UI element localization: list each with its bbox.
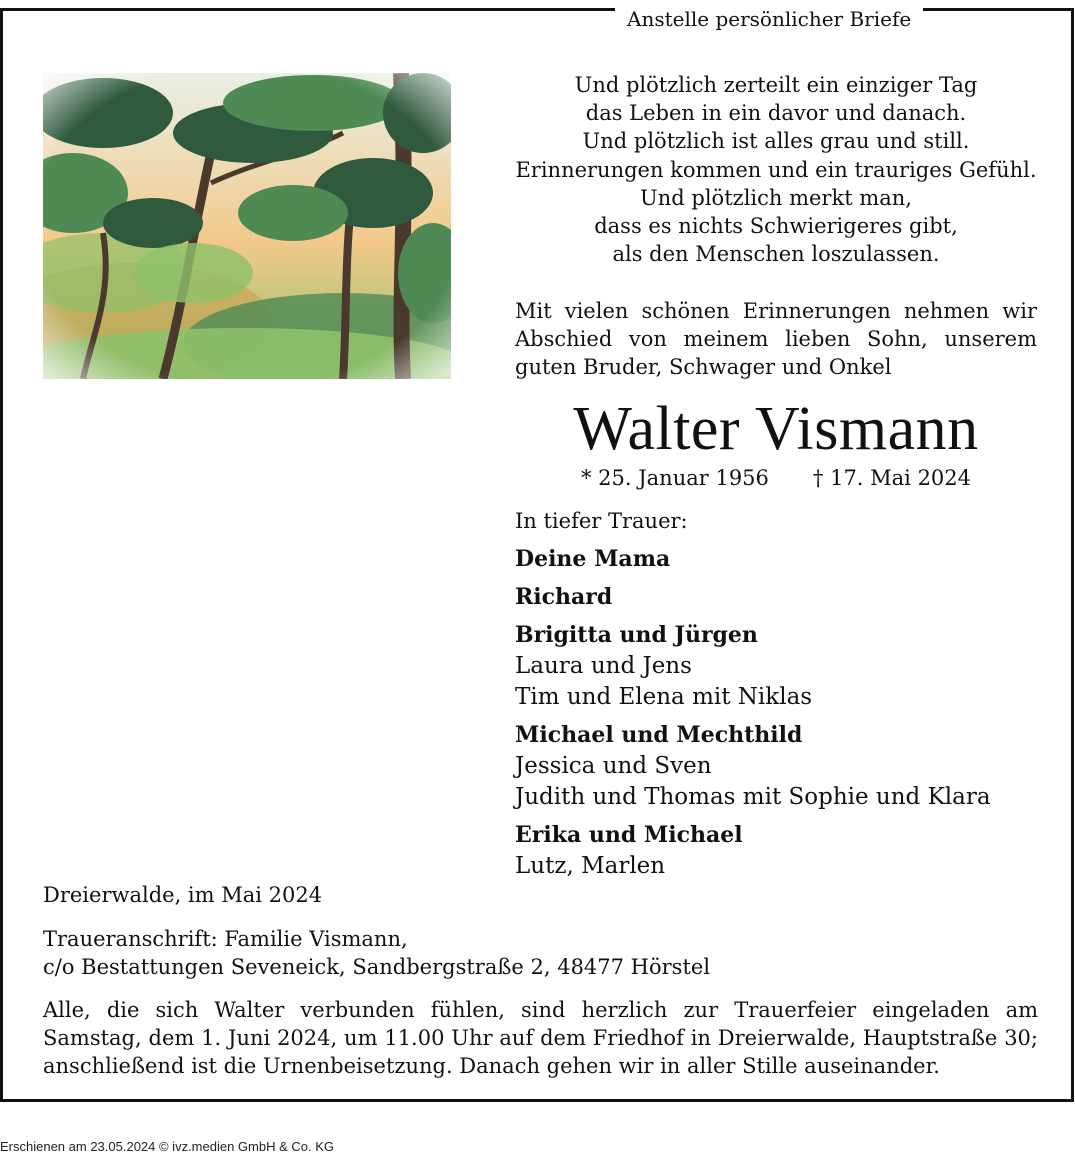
mourner-group	[515, 544, 1055, 575]
poem	[515, 71, 1037, 268]
poem-line: das Leben in ein davor und danach.	[585, 101, 967, 126]
poem-line: Und plötzlich ist alles grau und still.	[582, 129, 970, 154]
poem-line: dass es nichts Schwierigeres gibt,	[594, 214, 958, 239]
mourner-group	[515, 620, 1055, 713]
mourner-group	[515, 820, 1055, 882]
address-line: c/o Bestattungen Seveneick, Sandbergstraße 2, 48477 Hörstel	[43, 955, 711, 980]
funeral-invitation: Alle, die sich Walter verbunden fühlen, sind herzlich zur Trauerfeier eingeladen am Samstag, dem 1. Juni 2024, um 11.00 Uhr auf dem Friedhof in Dreierwalde, Hauptstraße 30; anschließend ist die Urnenbeisetzung. Danach gehen wir in aller Stille auseinander.	[43, 998, 1038, 1079]
mourner-head: Brigitta und Jürgen	[515, 622, 758, 648]
birth-date: * 25. Januar 1956	[580, 466, 769, 490]
intro-text: Mit vielen schönen Erinnerungen nehmen wir Abschied von meinem lieben Sohn, unserem guten Bruder, Schwager und Onkel	[515, 299, 1037, 380]
mourner-head: Richard	[515, 584, 613, 610]
mourner-head: Erika und Michael	[515, 822, 743, 848]
mourning-address	[43, 925, 710, 981]
mourner-member: Laura und Jens	[515, 653, 692, 679]
life-dates	[515, 464, 1037, 492]
mourner-member: Lutz, Marlen	[515, 853, 666, 879]
poem-line: Und plötzlich zerteilt ein einziger Tag	[574, 73, 978, 97]
mourner-member: Jessica und Sven	[515, 753, 712, 779]
mourner-member: Judith und Thomas mit Sophie und Klara	[515, 784, 991, 810]
poem-line: als den Menschen loszulassen.	[612, 242, 940, 267]
header-label: Anstelle persönlicher Briefe	[615, 8, 923, 30]
mourners-label: In tiefer Trauer:	[515, 509, 688, 533]
death-date: † 17. Mai 2024	[812, 466, 972, 490]
mourners-list	[515, 507, 1055, 889]
publication-footer: Erschienen am 23.05.2024 © ivz.medien GmbH & Co. KG	[0, 1139, 335, 1154]
deceased-name: Walter Vismann	[573, 395, 979, 463]
mourner-group	[515, 720, 1055, 813]
mourner-head: Michael und Mechthild	[515, 722, 803, 748]
obituary-frame	[0, 8, 1074, 1102]
mourner-head: Deine Mama	[515, 546, 671, 572]
poem-line: Erinnerungen kommen und ein trauriges Gefühl.	[515, 157, 1037, 182]
address-line: Traueranschrift: Familie Vismann,	[43, 927, 408, 951]
mourner-group	[515, 582, 1055, 613]
poem-line: Und plötzlich merkt man,	[640, 185, 912, 210]
forest-photo	[43, 73, 451, 379]
mourner-member: Tim und Elena mit Niklas	[515, 684, 813, 710]
place-date: Dreierwalde, im Mai 2024	[43, 883, 323, 907]
